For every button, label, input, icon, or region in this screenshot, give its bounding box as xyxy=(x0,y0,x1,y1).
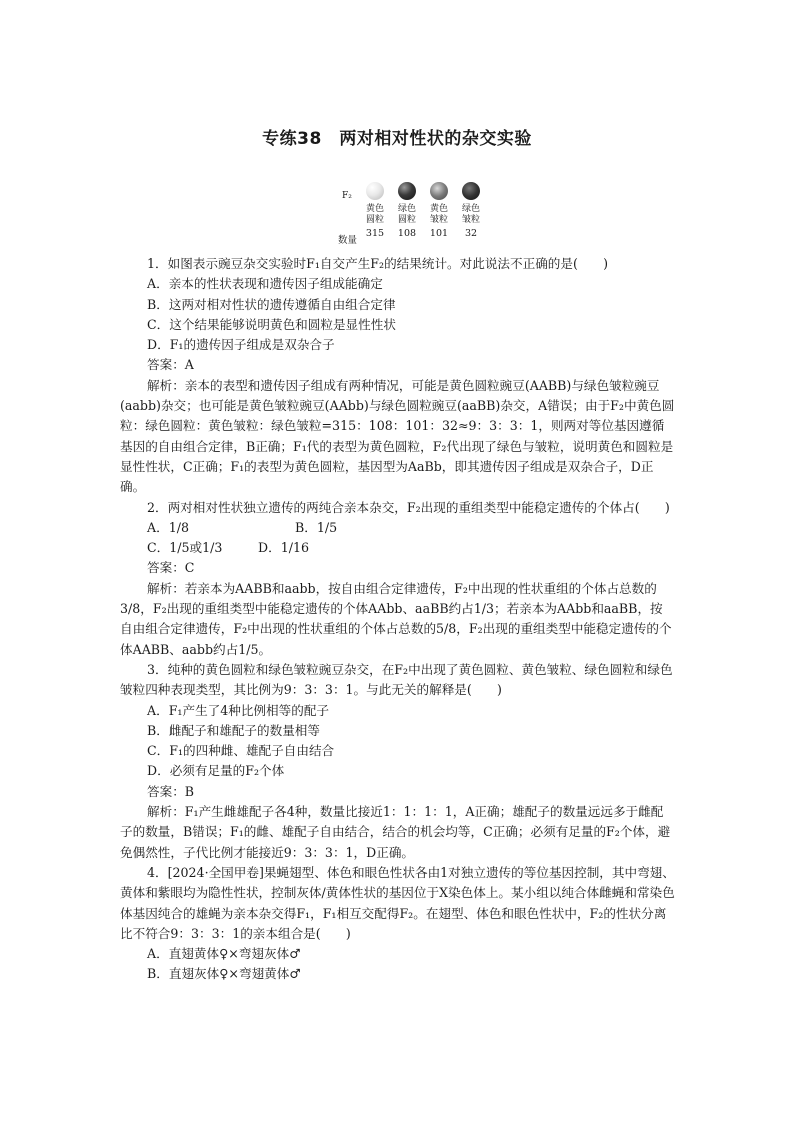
question-2-analysis: 解析：若亲本为AABB和aabb，按自由组合定律遗传，F₂中出现的性状重组的个体占总数的3/8，F₂出现的重组类型中能稳定遗传的个体AAbb、aaBB约占1/3；若亲本为AAbb和aaBB，按自由组合定律遗传，F₂中出现的性状重组的个体占总数的5/8，F₂出现的重组类型中能稳定遗传的个体AABB、aabb约占1/5。 xyxy=(120,580,672,657)
question-2-option-a: A．1/8 xyxy=(147,519,189,535)
pea-column-green-round xyxy=(395,182,419,240)
green-wrinkled-pea-icon xyxy=(462,182,480,200)
pea-count: 101 xyxy=(429,228,449,239)
count-label: 数量 xyxy=(338,235,358,246)
question-4-option-b: B．直翅灰体♀×弯翅黄体♂ xyxy=(147,966,301,982)
question-3-option-c: C．F₁的四种雌、雄配子自由结合 xyxy=(147,743,335,759)
question-2-answer: 答案：C xyxy=(147,560,195,576)
question-3-option-a: A．F₁产生了4种比例相等的配子 xyxy=(147,702,330,718)
question-3-option-b: B．雌配子和雄配子的数量相等 xyxy=(147,722,320,738)
yellow-wrinkled-pea-icon xyxy=(430,182,448,200)
pea-shape-label: 圆粒 xyxy=(397,215,416,225)
pea-shape-label: 皱粒 xyxy=(461,215,480,225)
question-2-option-c: C．1/5或1/3 xyxy=(147,540,223,556)
question-body xyxy=(120,254,675,985)
pea-color-label: 黄色 xyxy=(365,204,384,214)
pea-count: 32 xyxy=(464,228,478,239)
pea-count: 108 xyxy=(397,228,417,239)
pea-count: 315 xyxy=(365,228,385,239)
question-2-stem: 2．两对相对性状独立遗传的两纯合亲本杂交，F₂出现的重组类型中能稳定遗传的个体占( ) xyxy=(147,499,670,515)
question-3-analysis: 解析：F₁产生雌雄配子各4种，数量比接近1：1：1：1，A正确；雄配子的数量远远多于雌配子的数量，B错误；F₁的雌、雄配子自由结合，结合的机会均等，C正确；必须有足量的F₂个体，避免偶然性，子代比例才能接近9：3：3：1，D正确。 xyxy=(120,804,671,860)
question-1-option-a: A．亲本的性状表现和遗传因子组成能确定 xyxy=(147,276,383,292)
question-4-option-a: A．直翅黄体♀×弯翅灰体♂ xyxy=(147,946,301,962)
pea-shape-label: 皱粒 xyxy=(429,215,448,225)
question-3-stem: 3．纯种的黄色圆粒和绿色皱粒豌豆杂交，在F₂中出现了黄色圆粒、黄色皱粒、绿色圆粒和绿色皱粒四种表现类型，其比例为9：3：3：1。与此无关的解释是( ) xyxy=(120,661,673,698)
question-1-answer: 答案：A xyxy=(147,357,194,373)
pea-shape-label: 圆粒 xyxy=(365,215,384,225)
pea-color-label: 绿色 xyxy=(461,204,480,214)
yellow-round-pea-icon xyxy=(366,182,384,200)
pea-color-label: 黄色 xyxy=(429,204,448,214)
question-3-answer: 答案：B xyxy=(147,783,195,799)
question-3-option-d: D．必须有足量的F₂个体 xyxy=(147,763,285,779)
pea-column-yellow-wrinkled xyxy=(427,182,451,240)
question-2-option-d: D．1/16 xyxy=(258,540,309,556)
pea-column-yellow-round xyxy=(363,182,387,240)
green-round-pea-icon xyxy=(398,182,416,200)
page-title: 专练38 两对相对性状的杂交实验 xyxy=(262,129,532,149)
question-1-option-c: C．这个结果能够说明黄色和圆粒是显性性状 xyxy=(147,316,396,332)
question-2-options-row-1 xyxy=(120,518,675,538)
question-1-option-b: B．这两对相对性状的遗传遵循自由组合定律 xyxy=(147,296,396,312)
question-4-stem: 4．[2024·全国甲卷]果蝇翅型、体色和眼色性状各由1对独立遗传的等位基因控制，其中弯翅、黄体和紫眼均为隐性性状，控制灰体/黄体性状的基因位于X染色体上。某小组以纯合体雌蝇和常染色体基因纯合的雄蝇为亲本杂交得F₁，F₁相互交配得F₂。在翅型、体色和眼色性状中，F₂的性状分离比不符合9：3：3：1的亲本组合是( ) xyxy=(120,864,675,941)
question-2-option-b: B．1/5 xyxy=(295,519,338,535)
question-1-analysis: 解析：亲本的表型和遗传因子组成有两种情况，可能是黄色圆粒豌豆(AABB)与绿色皱粒豌豆(aabb)杂交；也可能是黄色皱粒豌豆(AAbb)与绿色圆粒豌豆(aaBB)杂交，A错误；由于F₂中黄色圆粒：绿色圆粒：黄色皱粒：绿色皱粒=315：108：101：32≈9：3：3：1，则两对等位基因遵循基因的自由组合定律，B正确；F₁代的表型为黄色圆粒，F₂代出现了绿色与皱粒，说明黄色和圆粒是显性性状，C正确；F₁的表型为黄色圆粒，基因型为AaBb，即其遗传因子组成是双杂合子，D正确。 xyxy=(120,377,675,495)
question-2-options-row-2 xyxy=(120,538,675,558)
question-1-option-d: D．F₁的遗传因子组成是双杂合子 xyxy=(147,337,335,353)
f2-label: F₂ xyxy=(342,191,352,201)
pea-figure xyxy=(338,182,498,248)
pea-column-green-wrinkled xyxy=(459,182,483,240)
pea-color-label: 绿色 xyxy=(397,204,416,214)
question-1-stem: 1．如图表示豌豆杂交实验时F₁自交产生F₂的结果统计。对此说法不正确的是( ) xyxy=(147,256,609,271)
